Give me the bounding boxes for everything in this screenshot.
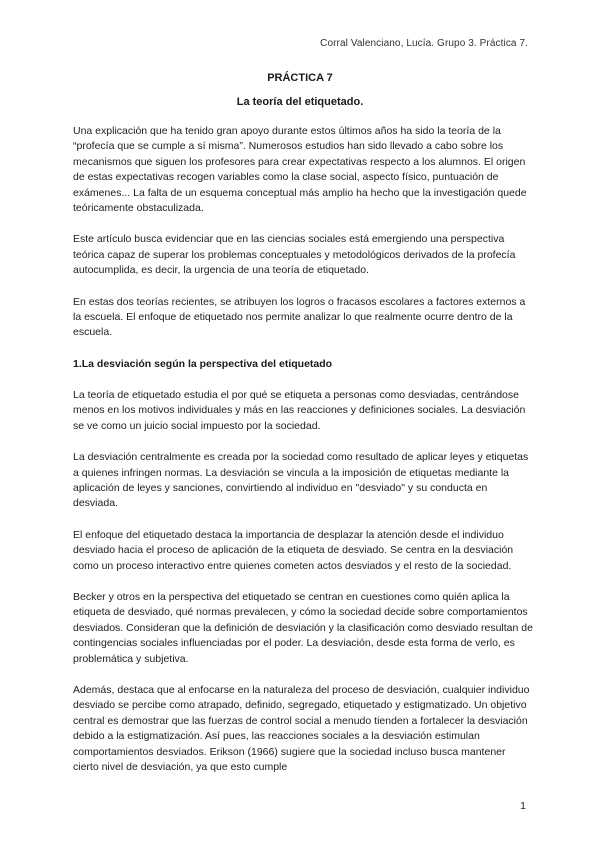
page-number: 1 bbox=[520, 800, 526, 812]
paragraph: Este artículo busca evidenciar que en las ciencias sociales está emergiendo una perspectiva teórica capaz de superar los problemas conceptuales y metodológicos derivados de la profecía autocumplida, es decir, la urgencia de una teoría de etiquetado. bbox=[73, 233, 516, 277]
paragraph: Además, destaca que al enfocarse en la naturaleza del proceso de desviación, cualquier individuo desviado se percibe como atrapado, definido, segregado, etiquetado y estigmatizado. Un objetivo central es demostrar que las fuerzas de control social a menudo tienden a fortalecer la desviación debido a la estigmatización. Así pues, las reacciones sociales a la desviación estimulan comportamientos desviados. Erikson (1966) sugiere que la sociedad incluso busca mantener cierto nivel de desviación, ya que esto cumple bbox=[73, 683, 530, 773]
document-body bbox=[73, 124, 533, 791]
paragraph: Becker y otros en la perspectiva del etiquetado se centran en cuestiones como quién aplica la etiqueta de desviado, qué normas prevalecen, y cómo la sociedad decide sobre comportamientos desviados. Consideran que la definición de desviación y la clasificación como desviado resultan de contingencias sociales influenciadas por el poder. La desviación, desde esta forma de verlo, es problemática y subjetiva. bbox=[73, 590, 533, 665]
paragraph: En estas dos teorías recientes, se atribuyen los logros o fracasos escolares a factores externos a la escuela. El enfoque de etiquetado nos permite analizar lo que realmente ocurre dentro de la escuela. bbox=[73, 295, 526, 339]
running-head: Corral Valenciano, Lucía. Grupo 3. Práctica 7. bbox=[320, 38, 528, 49]
paragraph: La teoría de etiquetado estudia el por qué se etiqueta a personas como desviadas, centrándose menos en los motivos individuales y más en las reacciones y definiciones sociales. La desviación se ve como un juicio social impuesto por la sociedad. bbox=[73, 388, 526, 432]
paragraph: Una explicación que ha tenido gran apoyo durante estos últimos años ha sido la teoría de la “profecía que se cumple a sí misma”. Numerosos estudios han sido llevado a cabo sobre los mecanismos que siguen los profesores para crear expectativas respecto a los alumnos. El origen de estas expectativas recogen variables como la clase social, aspecto físico, puntuación de exámenes... La falta de un esquema conceptual más amplio ha hecho que la investigación quede teóricamente obstaculizada. bbox=[73, 125, 527, 215]
paragraph: La desviación centralmente es creada por la sociedad como resultado de aplicar leyes y etiquetas a quienes infringen normas. La desviación se vincula a la imposición de etiquetas mediante la aplicación de leyes y sanciones, convirtiendo al individuo en "desviado" y su conducta en desviada. bbox=[73, 451, 529, 510]
section-heading: 1.La desviación según la perspectiva del etiquetado bbox=[73, 357, 333, 370]
page-title: PRÁCTICA 7 bbox=[267, 72, 333, 84]
paragraph: El enfoque del etiquetado destaca la importancia de desplazar la atención desde el individuo desviado hacia el proceso de aplicación de la etiqueta de desviado. Se centra en la desviación como un proceso interactivo entre quienes cometen actos desviados y el resto de la sociedad. bbox=[73, 528, 514, 572]
page-subtitle: La teoría del etiquetado. bbox=[236, 96, 364, 108]
